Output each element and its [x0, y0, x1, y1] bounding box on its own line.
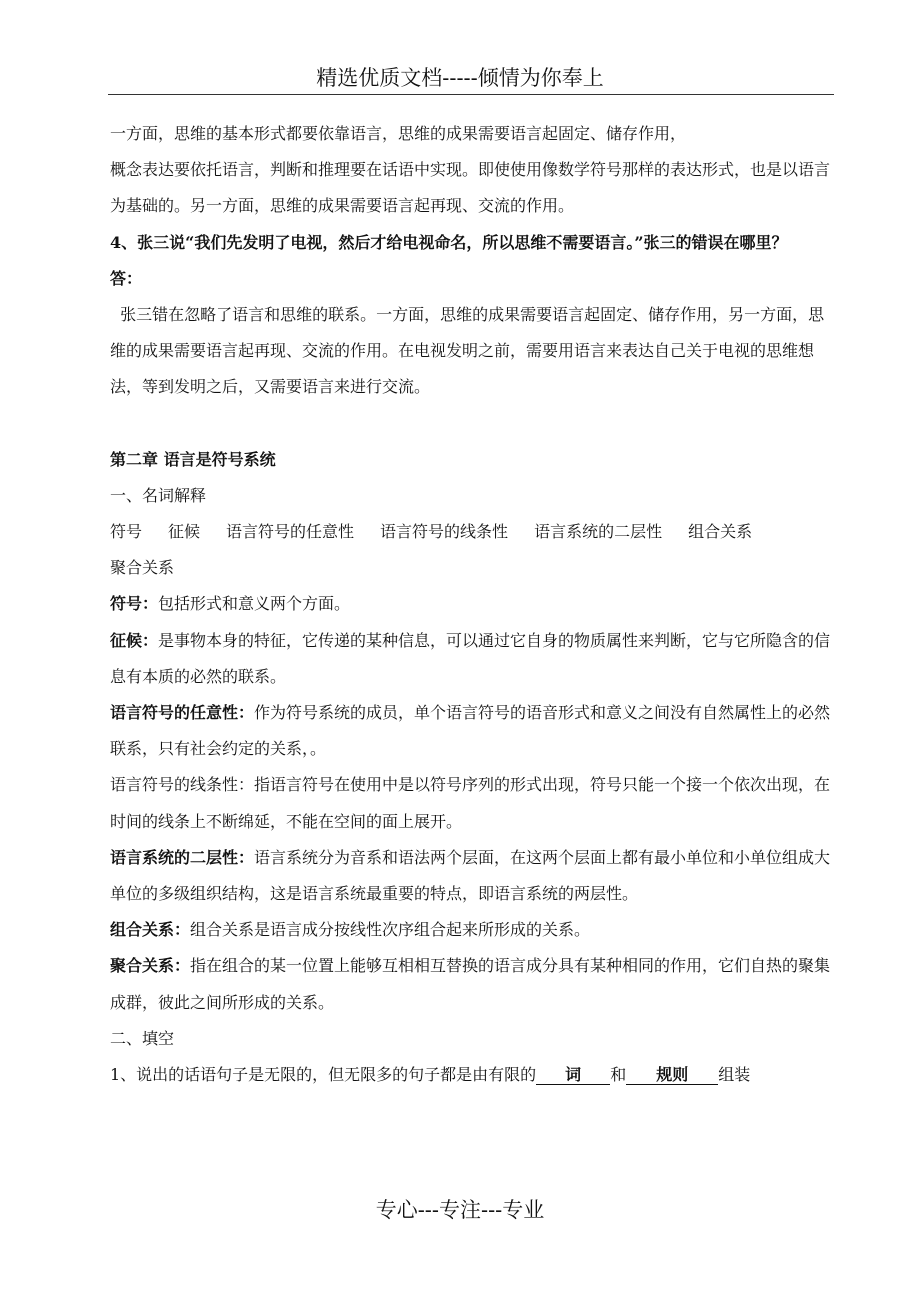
definition-term: 符号：	[110, 594, 159, 614]
section-title-terms: 一、名词解释	[110, 485, 207, 505]
question-4: 4、张三说“我们先发明了电视，然后才给电视命名，所以思维不需要语言。”张三的错误在哪里？	[110, 232, 788, 252]
definition-text: 语言符号的线条性：指语言符号在使用中是以符号序列的形式出现，符号只能一个接一个依次出现，在时间的线条上不断绵延，不能在空间的面上展开。	[110, 775, 831, 831]
definition-ercengxing	[110, 840, 832, 912]
fill-text-before: 1、说出的话语句子是无限的，但无限多的句子都是由有限的	[110, 1065, 537, 1085]
definition-xiantiaoxing	[110, 767, 832, 839]
paragraph-line-1: 一方面，思维的基本形式都要依靠语言，思维的成果需要语言起固定、储存作用，	[110, 124, 687, 143]
term-item: 组合关系	[688, 522, 753, 542]
definition-term: 语言符号的任意性：	[110, 703, 255, 723]
paragraph-line-2: 概念表达要依托语言，判断和推理要在话语中实现。即使使用像数学符号那样的表达形式，也是以语言为基础的。另一方面，思维的成果需要语言起再现、交流的作用。	[110, 160, 831, 216]
definition-text: 语言系统分为音系和语法两个层面，在这两个层面上都有最小单位和小单位组成大单位的多级组织结构，这是语言系统最重要的特点，即语言系统的两层性。	[110, 847, 831, 904]
definition-term: 语言系统的二层性：	[110, 847, 255, 867]
blank-gap	[110, 406, 832, 442]
fill-blank-2: 规则	[626, 1066, 718, 1085]
fill-blank-1: 词	[536, 1066, 610, 1085]
definition-zhenghou	[110, 623, 832, 695]
fill-question-1	[110, 1057, 832, 1093]
fill-text-after: 组装	[718, 1065, 751, 1085]
answer-body: 张三错在忽略了语言和思维的联系。一方面，思维的成果需要语言起固定、储存作用，另一方面，思维的成果需要语言起再现、交流的作用。在电视发明之前，需要用语言来表达自己关于电视的思维想法，等到发明之后，又需要语言来进行交流。	[110, 305, 825, 397]
term-list	[110, 514, 832, 586]
definition-text: 作为符号系统的成员，单个语言符号的语音形式和意义之间没有自然属性上的必然联系，只有社会约定的关系，。	[110, 703, 831, 759]
section-title-fill: 二、填空	[110, 1028, 175, 1048]
term-item: 聚合关系	[110, 558, 175, 578]
definition-zuhe	[110, 912, 832, 948]
term-item: 符号	[110, 522, 143, 542]
definition-term: 组合关系：	[110, 920, 191, 940]
definition-fuhao	[110, 586, 832, 622]
term-item: 征候	[168, 522, 201, 542]
answer-label: 答：	[110, 268, 143, 288]
term-item: 语言符号的任意性	[226, 522, 355, 542]
definition-term: 聚合关系：	[110, 956, 191, 976]
term-item: 语言符号的线条性	[380, 522, 509, 542]
definition-text: 指在组合的某一位置上能够互相相互替换的语言成分具有某种相同的作用，它们自热的聚集成群，彼此之间所形成的关系。	[110, 956, 831, 1012]
header-divider	[108, 94, 834, 95]
fill-text-middle: 和	[610, 1065, 627, 1085]
chapter-title: 第二章 语言是符号系统	[110, 449, 276, 469]
definition-text: 是事物本身的特征，它传递的某种信息，可以通过它自身的物质属性来判断，它与它所隐含的信息有本质的必然的联系。	[110, 630, 831, 686]
definition-renyixing	[110, 695, 832, 767]
page-header: 精选优质文档-----倾情为你奉上	[316, 66, 604, 90]
document-body	[110, 116, 832, 1093]
answer-text	[110, 297, 832, 406]
term-item: 语言系统的二层性	[534, 522, 663, 542]
definition-term: 征候：	[110, 630, 159, 650]
definition-text: 包括形式和意义两个方面。	[158, 594, 351, 614]
page-footer: 专心---专注---专业	[375, 1198, 545, 1222]
definition-text: 组合关系是语言成分按线性次序组合起来所形成的关系。	[190, 920, 591, 940]
definition-juhe	[110, 948, 832, 1020]
